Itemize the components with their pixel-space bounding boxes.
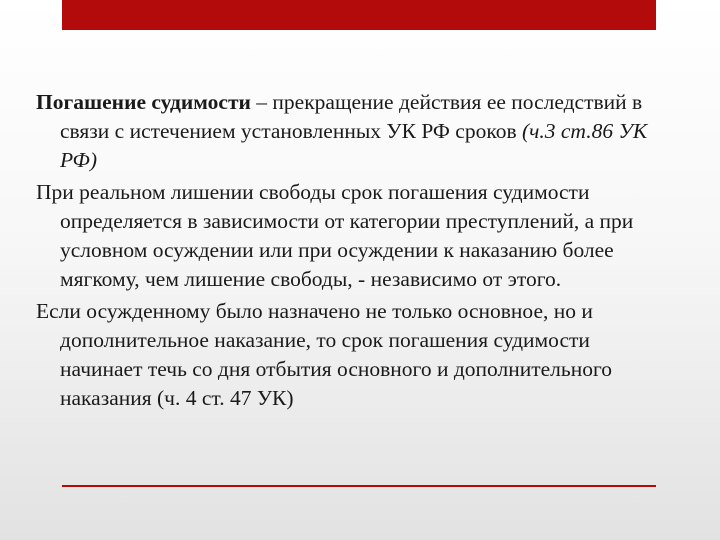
real-imprisonment-paragraph: При реальном лишении свободы срок погашения судимости определяется в зависимости от категории преступлений, а при условном осуждении или при осуждении к наказанию более мягкому, чем лишение свободы, - независимо от этого. bbox=[36, 180, 634, 291]
definition-term: Погашение судимости bbox=[36, 90, 251, 114]
additional-punishment-paragraph: Если осужденному было назначено не только основное, но и дополнительное наказание, то срок погашения судимости начинает течь со дня отбытия основного и дополнительного наказания (ч. 4 ст. 47 УК) bbox=[36, 299, 612, 410]
bottom-accent-line bbox=[62, 485, 656, 487]
definition-text: – прекращение действия ее последствий в связи с истечением установленных УК РФ сроков bbox=[60, 90, 643, 143]
top-accent-bar bbox=[62, 0, 656, 30]
definition-paragraph bbox=[36, 88, 676, 175]
law-reference: (ч.3 ст.86 УК РФ) bbox=[60, 119, 648, 172]
slide-body bbox=[36, 88, 676, 416]
